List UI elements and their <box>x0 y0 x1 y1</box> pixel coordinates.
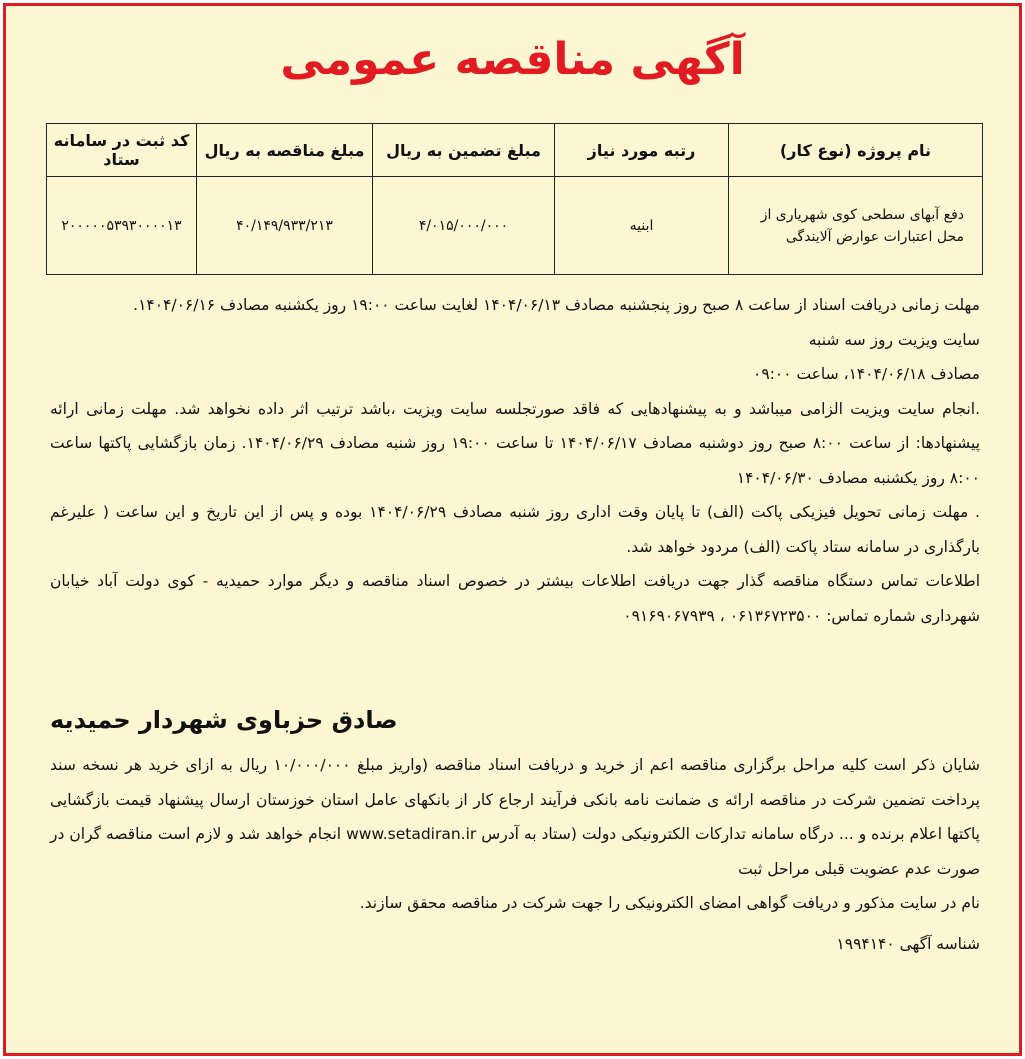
paragraph-site-visit: سایت ویزیت روز سه شنبه <box>808 330 980 349</box>
header-guarantee: مبلغ تضمین به ریال <box>373 124 555 177</box>
paragraph-setad-process: شایان ذکر است کلیه مراحل برگزاری مناقصه اعم از خرید و دریافت اسناد مناقصه (واریز مبلغ ۱۰/۰۰۰/۰۰۰ ریال به ازای خرید هر نسخه سند پرداخت تضمین شرکت در مناقصه ارائه ی ضمانت نامه بانکی فرآیند ارجاع کار از بانکهای عامل استان خوزستان ارسال پیشنهاد قیمت بازگشایی پاکتها اعلام برنده و ... درگاه سامانه تدارکات الکترونیکی دولت (ستاد به آدرس www.setadiran.ir انجام خواهد شد و لازم است مناقصه گران در صورت عدم عضویت قبلی مراحل ثبت <box>50 756 980 878</box>
cell-setad-code: ۲۰۰۰۰۰۵۳۹۳۰۰۰۰۱۳ <box>47 177 197 275</box>
cell-grade: ابنیه <box>555 177 729 275</box>
notice-body <box>50 288 980 633</box>
paragraph-contact-info: اطلاعات تماس دستگاه مناقصه گذار جهت دریافت اطلاعات بیشتر در خصوص اسناد مناقصه و دیگر موارد حمیدیه - کوی دولت آباد خیابان شهرداری شماره تماس: ۰۶۱۳۶۷۲۳۵۰۰ ، ۰۹۱۶۹۰۶۷۹۳۹ <box>50 572 980 625</box>
table-row <box>47 177 983 275</box>
paragraph-site-visit-date: مصادف ۱۴۰۴/۰۶/۱۸، ساعت ۰۹:۰۰ <box>753 365 980 383</box>
signer-name: صادق حزباوی شهردار حمیدیه <box>50 706 398 734</box>
tender-table <box>46 123 983 275</box>
notice-frame <box>3 3 1022 1056</box>
header-project: نام پروژه (نوع کار) <box>729 124 983 177</box>
notice-footer-body <box>50 748 980 961</box>
table-header-row <box>47 124 983 177</box>
paragraph-registration: نام در سایت مذکور و دریافت گواهی امضای الکترونیکی را جهت شرکت در مناقصه محقق سازند. <box>359 894 980 912</box>
header-tender-amount: مبلغ مناقصه به ریال <box>197 124 373 177</box>
cell-tender-amount: ۴۰/۱۴۹/۹۳۳/۲۱۳ <box>197 177 373 275</box>
paragraph-envelope-delivery: . مهلت زمانی تحویل فیزیکی پاکت (الف) تا پایان وقت اداری روز شنبه مصادف ۱۴۰۴/۰۶/۲۹ بوده و پس از این تاریخ و این ساعت ( علیرغم بارگذاری در سامانه ستاد پاکت (الف) مردود خواهد شد. <box>50 503 980 556</box>
cell-guarantee: ۴/۰۱۵/۰۰۰/۰۰۰ <box>373 177 555 275</box>
header-setad-code: کد ثبت در سامانه ستاد <box>47 124 197 177</box>
notice-id: شناسه آگهی ۱۹۹۴۱۴۰ <box>836 934 980 953</box>
notice-title: آگهی مناقصه عمومی <box>280 34 745 85</box>
header-grade: رتبه مورد نیاز <box>555 124 729 177</box>
paragraph-documents-deadline: مهلت زمانی دریافت اسناد از ساعت ۸ صبح روز پنجشنبه مصادف ۱۴۰۴/۰۶/۱۳ لغایت ساعت ۱۹:۰۰ روز یکشنبه مصادف ۱۴۰۴/۰۶/۱۶. <box>133 296 980 314</box>
cell-project: دفع آبهای سطحی کوی شهریاری از محل اعتبارات عوارض آلایندگی <box>729 177 983 275</box>
paragraph-proposal-deadline: .انجام سایت ویزیت الزامی میباشد و به پیشنهادهایی که فاقد صورتجلسه سایت ویزیت ،باشد ترتیب اثر داده نخواهد شد. مهلت زمانی ارائه پیشنهادها: از ساعت ۸:۰۰ صبح روز دوشنبه مصادف ۱۴۰۴/۰۶/۱۷ تا ساعت ۱۹:۰۰ روز شنبه مصادف ۱۴۰۴/۰۶/۲۹. زمان بازگشایی پاکتها ساعت ۸:۰۰ روز یکشنبه مصادف ۱۴۰۴/۰۶/۳۰ <box>50 399 981 487</box>
